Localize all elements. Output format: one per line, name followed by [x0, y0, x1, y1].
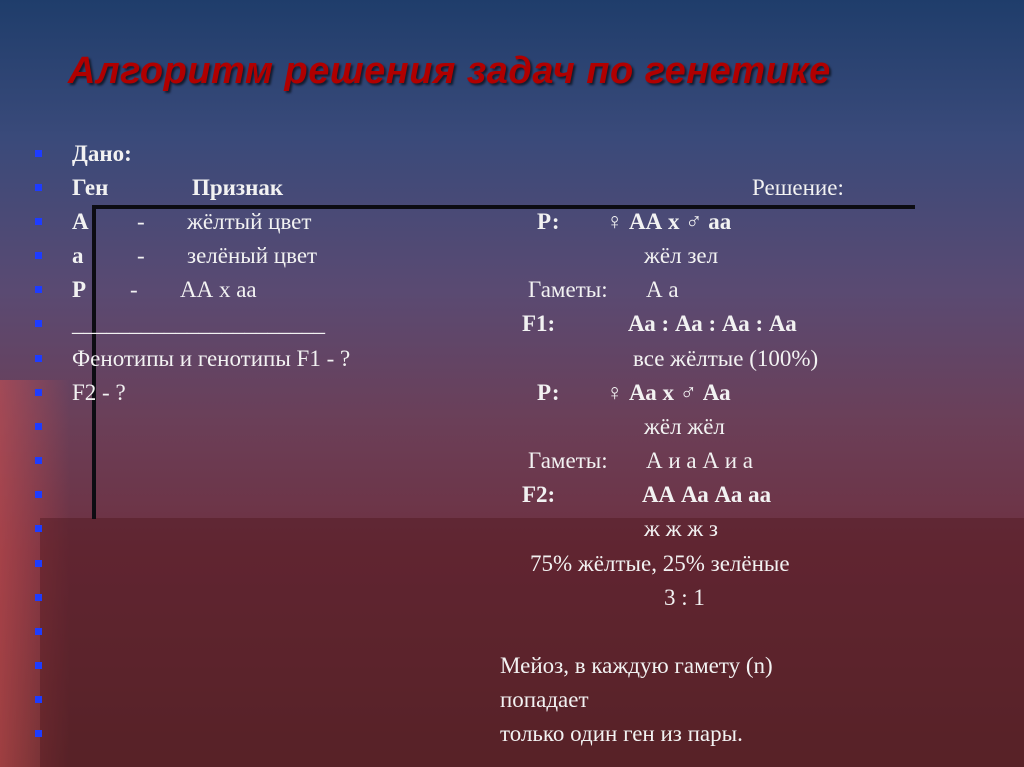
- slide-title: Алгоритм решения задач по генетике: [68, 50, 831, 92]
- divider-line: ______________________: [72, 311, 325, 336]
- bullet-marker: [35, 730, 42, 737]
- gene-recessive: а: [72, 243, 84, 268]
- given-heading: Дано:: [72, 141, 132, 166]
- bullet-marker: [35, 355, 42, 362]
- solution-heading: Решение:: [752, 175, 844, 200]
- meiosis-note-line2: попадает: [500, 687, 589, 712]
- p1-label: Р:: [537, 209, 560, 234]
- parents-label: Р: [72, 277, 87, 302]
- p2-cross: ♀ Аа х ♂ Аа: [606, 380, 731, 405]
- ratio-percent: 75% жёлтые, 25% зелёные: [530, 551, 790, 576]
- gametes1-label: Гаметы:: [528, 277, 608, 302]
- f2-phenotypes: ж ж ж з: [644, 516, 719, 541]
- p2-label: Р:: [537, 380, 560, 405]
- p1-phenotypes: жёл зел: [644, 243, 719, 268]
- meiosis-note-line3: только один ген из пары.: [500, 721, 743, 746]
- gametes1-values: А а: [646, 277, 679, 302]
- question-f1: Фенотипы и генотипы F1 - ?: [72, 346, 351, 371]
- bullet-marker: [35, 252, 42, 259]
- f2-genotypes: АА Аа Аа аа: [642, 482, 772, 507]
- bullet-marker: [35, 423, 42, 430]
- f1-phenotype: все жёлтые (100%): [633, 346, 819, 371]
- bullet-marker: [35, 594, 42, 601]
- p2-phenotypes: жёл жёл: [644, 414, 725, 439]
- bullet-marker: [35, 184, 42, 191]
- f1-label: F1:: [522, 311, 556, 336]
- bullet-marker: [35, 628, 42, 635]
- gametes2-values: А и а А и а: [646, 448, 754, 473]
- f1-genotypes: Аа : Аа : Аа : Аа: [628, 311, 797, 336]
- meiosis-note-line1: Мейоз, в каждую гамету (n): [500, 653, 773, 678]
- gene-column-heading: Ген: [72, 175, 109, 200]
- bullet-marker: [35, 696, 42, 703]
- dominant-trait: жёлтый цвет: [187, 209, 312, 234]
- separator-dash: -: [137, 209, 145, 234]
- bullet-marker: [35, 560, 42, 567]
- bullet-marker: [35, 286, 42, 293]
- ratio: 3 : 1: [664, 585, 705, 610]
- question-f2: F2 - ?: [72, 380, 126, 405]
- recessive-trait: зелёный цвет: [187, 243, 318, 268]
- bullet-marker: [35, 525, 42, 532]
- gametes2-label: Гаметы:: [528, 448, 608, 473]
- bullet-marker: [35, 150, 42, 157]
- trait-column-heading: Признак: [192, 175, 284, 200]
- bullet-marker: [35, 491, 42, 498]
- separator-dash: -: [130, 277, 138, 302]
- bullet-marker: [35, 389, 42, 396]
- bullet-marker: [35, 457, 42, 464]
- bullet-marker: [35, 218, 42, 225]
- gene-dominant: А: [72, 209, 89, 234]
- bullet-marker: [35, 662, 42, 669]
- f2-label: F2:: [522, 482, 556, 507]
- bullet-marker: [35, 320, 42, 327]
- parents-cross: АА х аа: [180, 277, 257, 302]
- p1-cross: ♀ АА х ♂ аа: [606, 209, 732, 234]
- separator-dash: -: [137, 243, 145, 268]
